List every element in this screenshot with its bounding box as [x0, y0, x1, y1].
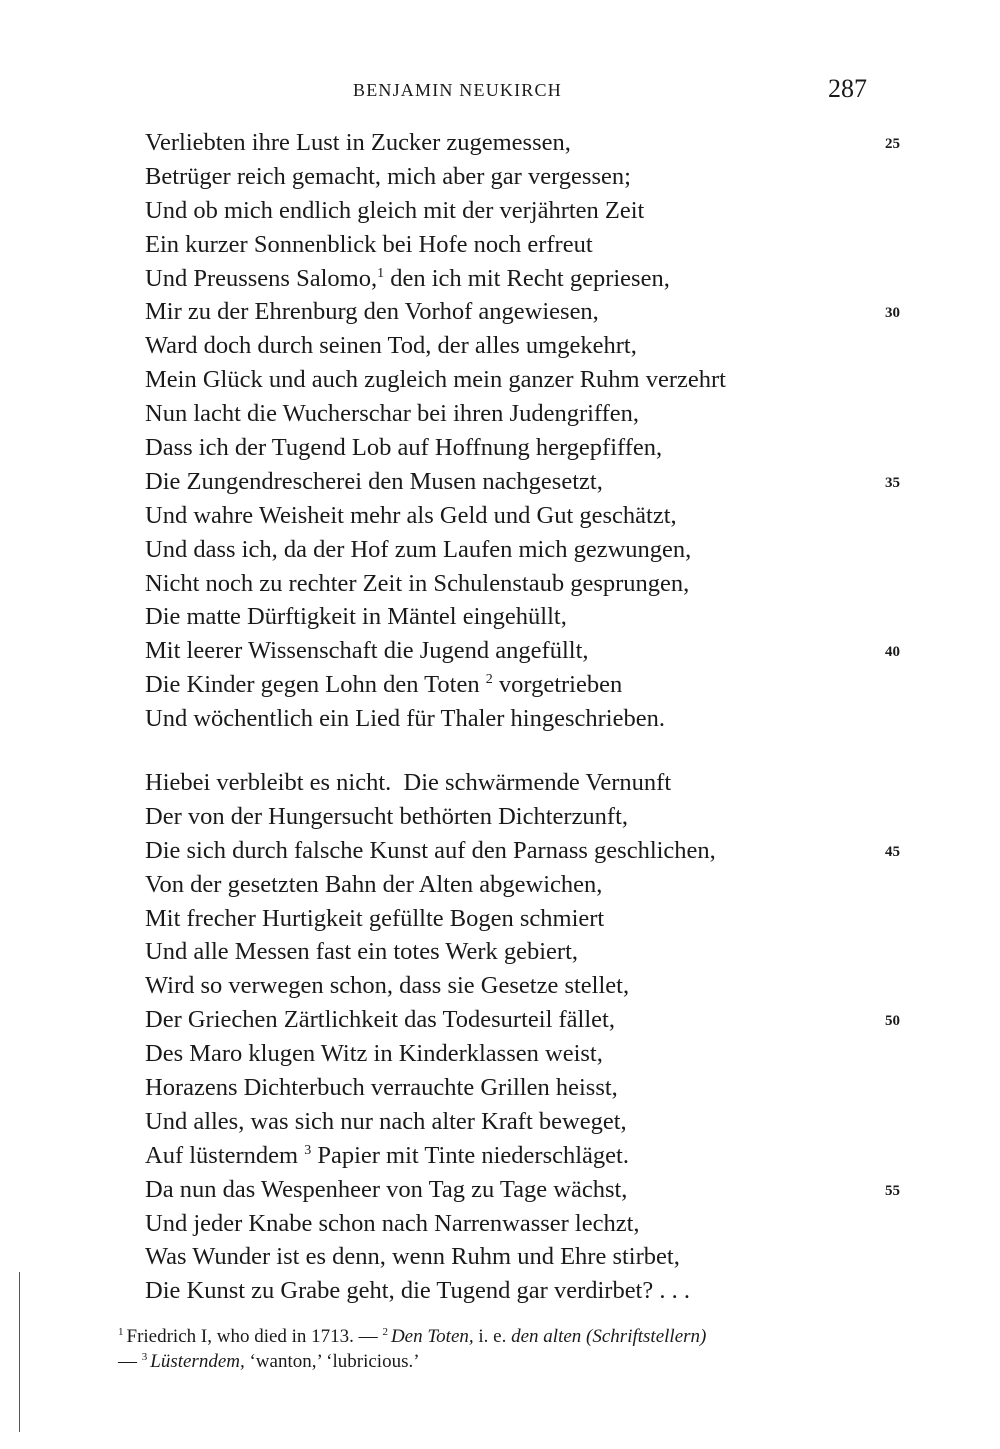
verse-line: Ein kurzer Sonnenblick bei Hofe noch erfreut [145, 230, 593, 258]
verse-line: Der von der Hungersucht bethörten Dichterzunft, [145, 802, 629, 830]
verse-line: Nun lacht die Wucherschar bei ihren Judengriffen, [145, 400, 640, 428]
running-head [0, 74, 1000, 104]
footnote-text: Friedrich I, who died in 1713. — [126, 1326, 383, 1347]
line-number: 55 [885, 1182, 900, 1199]
footnote-line-1: $^1$ Friedrich I, who died in 1713. — $^2$ Den Toten, i. e. den alten (Schriftstellern) [118, 1326, 707, 1347]
verse-line: Betrüger reich gemacht, mich aber gar vergessen; [145, 162, 631, 190]
verse-line: Und jeder Knabe schon nach Narrenwasser lechzt, [145, 1209, 640, 1237]
verse-line: Und dass ich, da der Hof zum Laufen mich gezwungen, [145, 535, 692, 563]
running-title: BENJAMIN NEUKIRCH [353, 80, 562, 100]
line-number: 25 [885, 136, 900, 152]
verse-line: Die Kunst zu Grabe geht, die Tugend gar verdirbet? . . . [145, 1277, 690, 1305]
verse-line: Und wöchentlich ein Lied für Thaler hingeschrieben. [145, 705, 665, 733]
verse-line: Mit frecher Hurtigkeit gefüllte Bogen schmiert [145, 904, 605, 932]
footnote-gloss: ‘wanton,’ ‘lubricious.’ [244, 1351, 420, 1372]
verse-line: Dass ich der Tugend Lob auf Hoffnung hergepfiffen, [145, 434, 663, 462]
page-number: 287 [828, 74, 867, 103]
footnote-line-2: — $^3$ Lüsterndem, ‘wanton,’ ‘lubricious.’ [118, 1351, 420, 1372]
footnote-term: Lüsterndem, [150, 1351, 245, 1372]
verse-line: Die sich durch falsche Kunst auf den Parnass geschlichen, 45 [145, 834, 925, 868]
verse-line: Die Zungendrescherei den Musen nachgesetzt, 35 [145, 465, 925, 499]
verse-line: Horazens Dichterbuch verrauchte Grillen heisst, [145, 1074, 618, 1102]
verse-line: Hiebei verbleibt es nicht. Die schwärmende Vernunft [145, 769, 672, 796]
verse-line: Und wahre Weisheit mehr als Geld und Gut geschätzt, [145, 501, 677, 529]
footnote-marker[interactable]: 1 [377, 265, 385, 281]
line-number: 45 [885, 843, 900, 860]
verse-line: Und alle Messen fast ein totes Werk gebiert, [145, 938, 579, 966]
verse-line: Und Preussens Salomo,$^1$ den ich mit Recht gepriesen, [145, 264, 670, 292]
footnote-marker[interactable]: 2 [485, 672, 493, 688]
line-number: 50 [885, 1013, 900, 1030]
verse-line: Auf lüsterndem $^3$ Papier mit Tinte niederschläget. [145, 1141, 629, 1169]
verse-line: Mein Glück und auch zugleich mein ganzer Ruhm verzehrt [145, 366, 726, 394]
line-number: 40 [885, 644, 900, 661]
footnote-marker: 3 [141, 1351, 148, 1363]
verse-line: Mir zu der Ehrenburg den Vorhof angewiesen, 30 [145, 295, 925, 329]
stanza-1 [145, 126, 925, 736]
footnote-marker[interactable]: 3 [304, 1142, 312, 1158]
verse-line: Und alles, was sich nur nach alter Kraft beweget, [145, 1107, 627, 1135]
verse-line: Was Wunder ist es denn, wenn Ruhm und Ehre stirbet, [145, 1243, 680, 1271]
footnote-gloss: den alten (Schriftstellern) [511, 1326, 707, 1347]
verse-line: Der Griechen Zärtlichkeit das Todesurteil fället, 50 [145, 1003, 925, 1037]
verse-line: Ward doch durch seinen Tod, der alles umgekehrt, [145, 332, 637, 360]
verse-line: Mit leerer Wissenschaft die Jugend angefüllt, 40 [145, 634, 925, 668]
footnote-marker: 2 [382, 1326, 388, 1338]
verse-line: Die matte Dürftigkeit in Mäntel eingehüllt, [145, 603, 567, 631]
verse-line: Verliebten ihre Lust in Zucker zugemessen, 25 [145, 126, 925, 160]
margin-rule [19, 1272, 20, 1432]
footnote-marker: 1 [118, 1326, 124, 1338]
verse-line: Nicht noch zu rechter Zeit in Schulenstaub gesprungen, [145, 569, 690, 597]
footnote-term: Den Toten, [390, 1326, 474, 1347]
line-number: 35 [885, 474, 900, 491]
verse-line: Und ob mich endlich gleich mit der verjährten Zeit [145, 196, 645, 224]
footnotes [118, 1324, 878, 1374]
verse-line: Von der gesetzten Bahn der Alten abgewichen, [145, 870, 603, 898]
line-number: 30 [885, 305, 900, 322]
verse-line: Die Kinder gegen Lohn den Toten $^2$ vorgetrieben [145, 671, 623, 699]
verse-line: Da nun das Wespenheer von Tag zu Tage wächst, 55 [145, 1173, 925, 1207]
verse-line: Wird so verwegen schon, dass sie Gesetze stellet, [145, 972, 630, 1000]
verse-line: Des Maro klugen Witz in Kinderklassen weist, [145, 1040, 603, 1068]
stanza-2 [145, 766, 925, 1308]
